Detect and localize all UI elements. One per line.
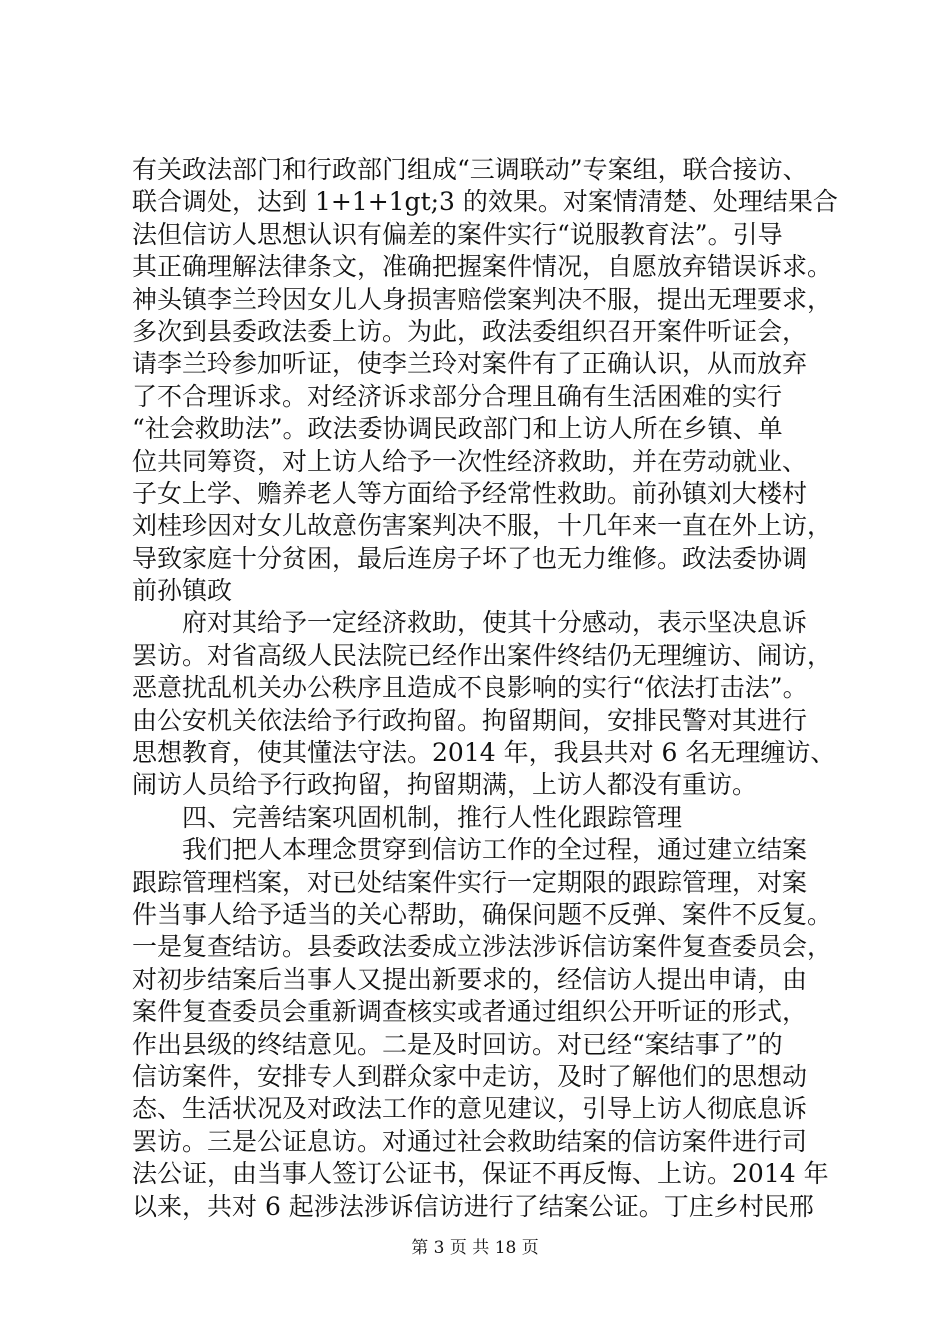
text-line: 罢访。对省高级人民法院已经作出案件终结仍无理缠访、闹访，	[132, 640, 833, 670]
text-line: 一是复查结访。县委政法委成立涉法涉诉信访案件复查委员会，	[132, 932, 833, 962]
text-line: 跟踪管理档案，对已处结案件实行一定期限的跟踪管理，对案	[132, 867, 808, 897]
text-line: 作出县级的终结意见。二是及时回访。对已经“案结事了”的	[132, 1029, 783, 1059]
text-line: 神头镇李兰玲因女儿人身损害赔偿案判决不服，提出无理要求，	[132, 284, 833, 314]
page-number-footer: 第 3 页 共 18 页	[411, 1238, 539, 1258]
text-line: 有关政法部门和行政部门组成“三调联动”专案组，联合接访、	[132, 155, 808, 184]
text-line: 位共同筹资，对上访人给予一次性经济救助，并在劳动就业、	[132, 446, 808, 476]
text-line: 联合调处，达到 1+1+1gt;3 的效果。对案情清楚、处理结果合	[132, 187, 838, 217]
text-line: 法公证，由当事人签订公证书，保证不再反悔、上访。2014 年	[132, 1159, 829, 1189]
text-line: 闹访人员给予行政拘留，拘留期满，上访人都没有重访。	[132, 770, 758, 800]
text-line: 导致家庭十分贫困，最后连房子坏了也无力维修。政法委协调	[132, 543, 808, 573]
text-line: 思想教育，使其懂法守法。2014 年，我县共对 6 名无理缠访、	[132, 738, 836, 768]
text-line: 府对其给予一定经济救助，使其十分感动，表示坚决息诉	[182, 608, 808, 638]
text-line: 其正确理解法律条文，准确把握案件情况，自愿放弃错误诉求。	[132, 252, 833, 282]
text-line: 信访案件，安排专人到群众家中走访，及时了解他们的思想动	[132, 1061, 808, 1091]
text-line: 多次到县委政法委上访。为此，政法委组织召开案件听证会，	[132, 316, 808, 346]
text-line: 由公安机关依法给予行政拘留。拘留期间，安排民警对其进行	[132, 705, 808, 735]
text-line: 罢访。三是公证息访。对通过社会救助结案的信访案件进行司	[132, 1126, 808, 1156]
text-line: 刘桂珍因对女儿故意伤害案判决不服，十几年来一直在外上访，	[132, 511, 833, 541]
text-line: 请李兰玲参加听证，使李兰玲对案件有了正确认识，从而放弃	[132, 349, 808, 379]
text-line: “社会救助法”。政法委协调民政部门和上访人所在乡镇、单	[132, 414, 783, 444]
text-line: 子女上学、赡养老人等方面给予经常性救助。前孙镇刘大楼村	[132, 478, 808, 508]
text-line: 以来，共对 6 起涉法涉诉信访进行了结案公证。丁庄乡村民邢	[132, 1191, 814, 1221]
text-line: 恶意扰乱机关办公秩序且造成不良影响的实行“依法打击法”。	[132, 673, 808, 703]
text-line: 法但信访人思想认识有偏差的案件实行“说服教育法”。引导	[132, 219, 783, 249]
text-line: 对初步结案后当事人又提出新要求的，经信访人提出申请，由	[132, 964, 808, 994]
text-line: 了不合理诉求。对经济诉求部分合理且确有生活困难的实行	[132, 381, 783, 411]
text-line: 前孙镇政	[132, 576, 233, 606]
text-line: 案件复查委员会重新调查核实或者通过组织公开听证的形式，	[132, 997, 808, 1027]
text-line: 四、完善结案巩固机制，推行人性化跟踪管理	[182, 802, 683, 832]
text-line: 件当事人给予适当的关心帮助，确保问题不反弹、案件不反复。	[132, 899, 833, 929]
text-line: 态、生活状况及对政法工作的意见建议，引导上访人彻底息诉	[132, 1094, 808, 1124]
text-line: 我们把人本理念贯穿到信访工作的全过程，通过建立结案	[182, 835, 808, 865]
document-body	[132, 154, 852, 1223]
